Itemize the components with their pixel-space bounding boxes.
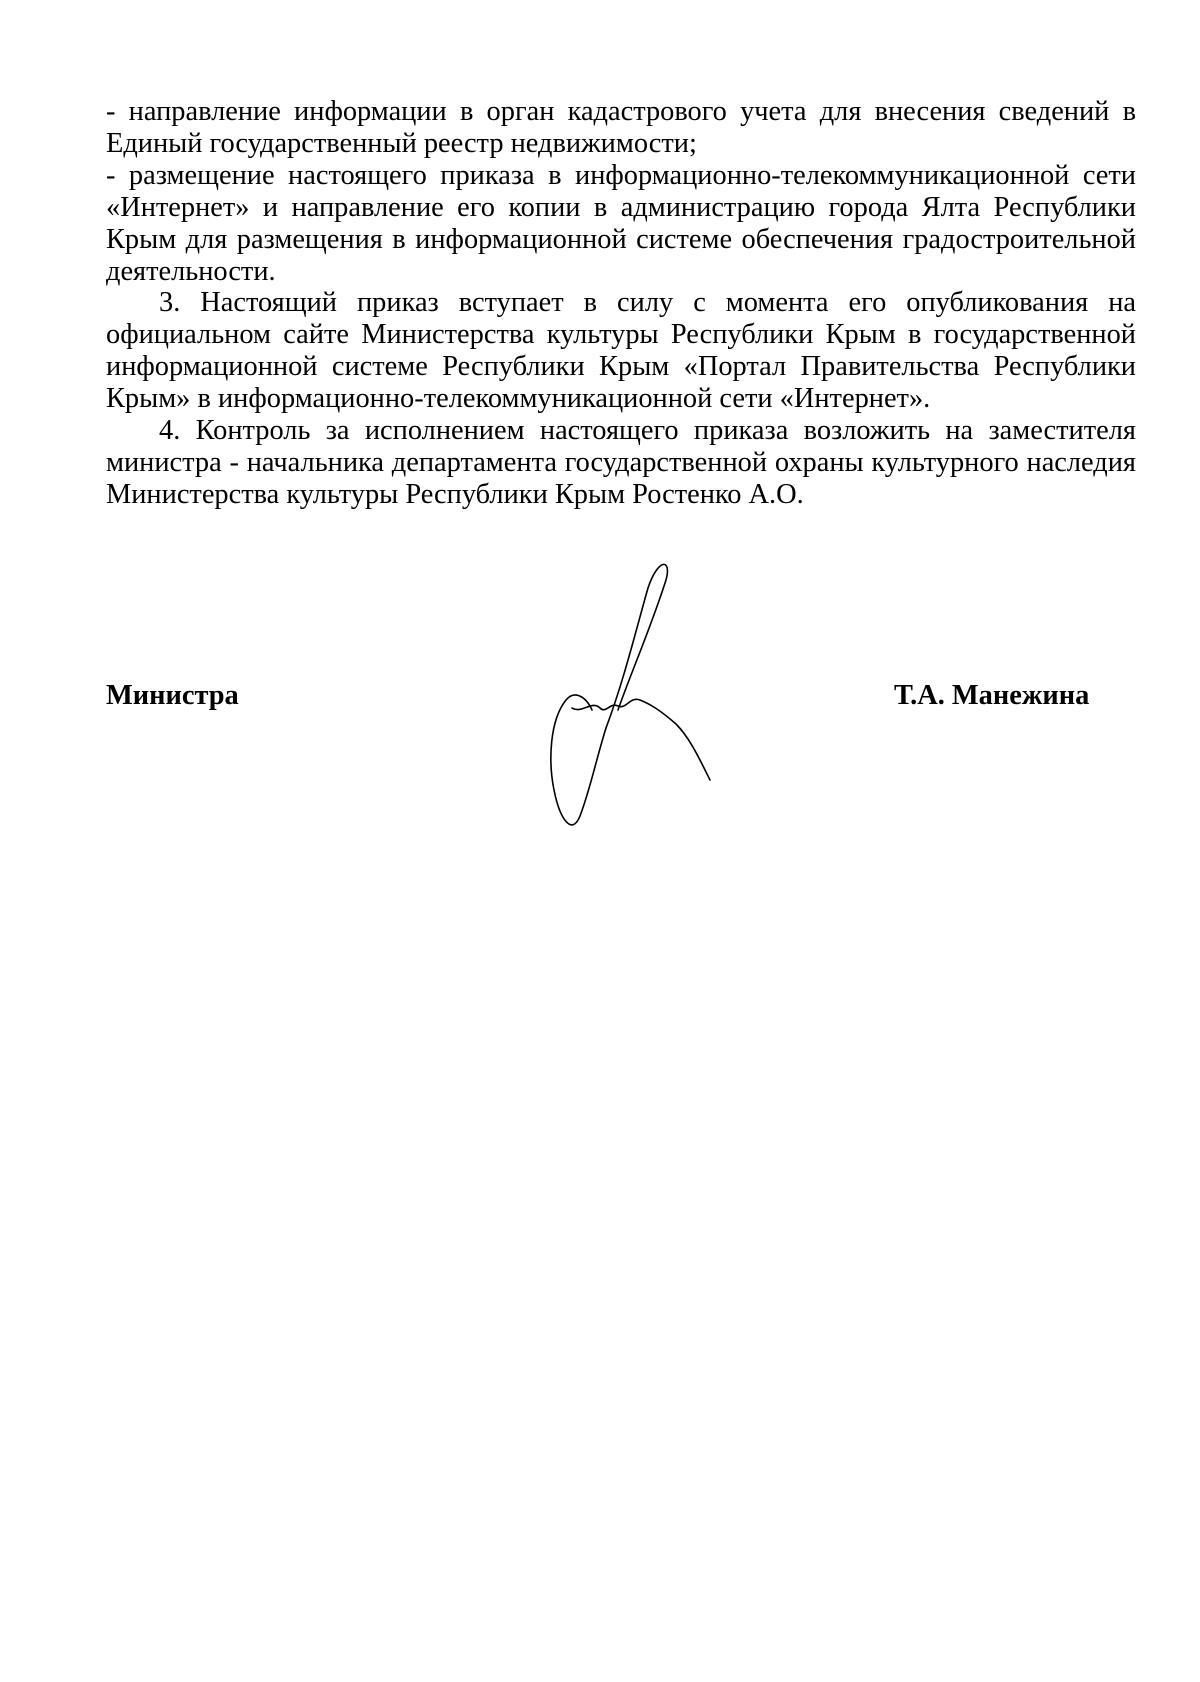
numbered-paragraph-4: 4. Контроль за исполнением настоящего приказа возложить на заместителя министра - начальника департамента государственной охраны культурного наследия Министерства культуры Республики Крым Ростенко А.О. xyxy=(106,415,1136,510)
handwritten-signature xyxy=(540,560,720,840)
document-body xyxy=(106,96,1136,511)
signer-name: Т.А. Манежина xyxy=(894,680,1090,711)
signer-position: Министра xyxy=(106,680,239,711)
numbered-paragraph-3: 3. Настоящий приказ вступает в силу с момента его опубликования на официальном сайте Министерства культуры Республики Крым в государственной информационной системе Республики Крым «Портал Правительства Республики Крым» в информационно-телекоммуникационной сети «Интернет». xyxy=(106,287,1136,415)
bullet-paragraph-publication: - размещение настоящего приказа в информационно-телекоммуникационной сети «Интернет» и направление его копии в администрацию города Ялта Республики Крым для размещения в информационной системе обеспечения градостроительной деятельности. xyxy=(106,159,1136,287)
bullet-paragraph-cadastre: - направление информации в орган кадастрового учета для внесения сведений в Единый государственный реестр недвижимости; xyxy=(106,96,1136,159)
